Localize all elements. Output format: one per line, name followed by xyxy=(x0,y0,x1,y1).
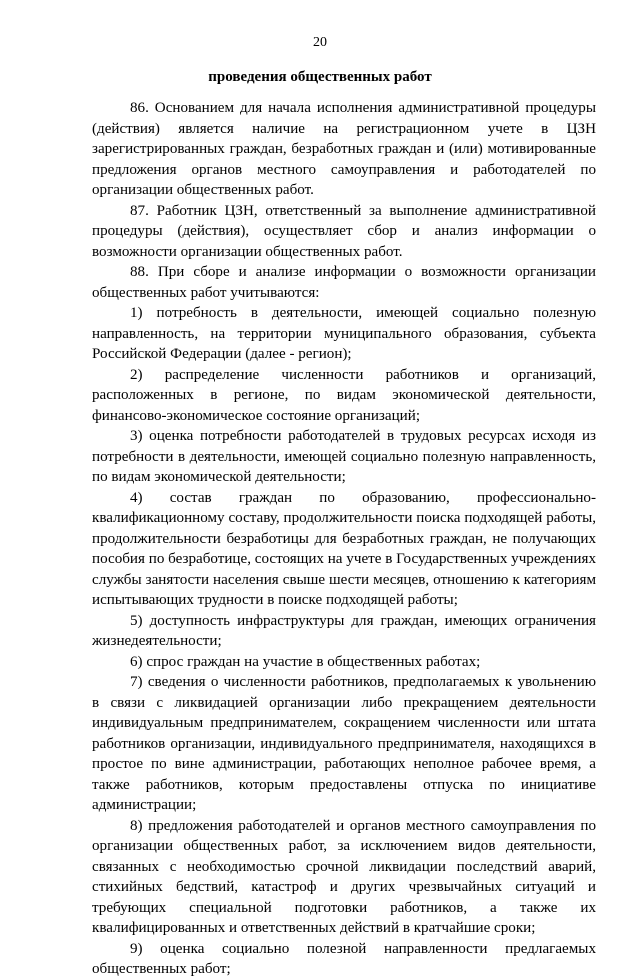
list-item-9: 9) оценка социально полезной направленности предлагаемых общественных работ; xyxy=(92,940,596,977)
list-item-2: 2) распределение численности работников и организаций, расположенных в регионе, по видам экономической деятельности, финансово-экономическое состояние организаций; xyxy=(92,366,596,424)
paragraph-86: 86. Основанием для начала исполнения административной процедуры (действия) является наличие на регистрационном учете в ЦЗН зарегистрированных граждан, безработных граждан и (или) мотивированные предложения органов местного самоуправления и работодателей по организации общественных работ. xyxy=(92,100,596,198)
page-number: 20 xyxy=(313,35,327,50)
list-item-8: 8) предложения работодателей и органов местного самоуправления по организации общественных работ, за исключением видов деятельности, связанных с необходимостью срочной ликвидации последствий аварий, стихийных бедствий, катастроф и других чрезвычайных ситуаций и требующих специальной подготовки работников, а также их квалифицированных и ответственных действий в кратчайшие сроки; xyxy=(92,817,596,936)
list-item-1: 1) потребность в деятельности, имеющей социально полезную направленность, на территории муниципального образования, субъекта Российской Федерации (далее - регион); xyxy=(92,305,596,362)
paragraph-87: 87. Работник ЦЗН, ответственный за выполнение административной процедуры (действия), осуществляет сбор и анализ информации о возможности организации общественных работ. xyxy=(92,202,596,260)
document-body xyxy=(92,98,596,980)
list-item-5: 5) доступность инфраструктуры для граждан, имеющих ограничения жизнедеятельности; xyxy=(92,612,596,649)
section-heading: проведения общественных работ xyxy=(208,69,432,85)
list-item-6: 6) спрос граждан на участие в общественных работах; xyxy=(130,653,481,670)
list-item-4: 4) состав граждан по образованию, профессионально-квалификационному составу, продолжительности поиска подходящей работы, продолжительности безработицы для безработных граждан, не получающих пособия по безработице, состоящих на учете в Государственных учреждениях службы занятости населения свыше шести месяцев, отношению к категориям испытывающих трудности в поиске подходящей работы; xyxy=(92,489,596,608)
list-item-3: 3) оценка потребности работодателей в трудовых ресурсах исходя из потребности в деятельности, имеющей социально полезную направленность, по видам экономической деятельности; xyxy=(92,428,596,485)
paragraph-88: 88. При сборе и анализе информации о возможности организации общественных работ учитываются: xyxy=(92,264,596,301)
list-item-7: 7) сведения о численности работников, предполагаемых к увольнению в связи с ликвидацией организации либо прекращением деятельности индивидуальным предпринимателем, сокращением численности или штата работников организации, индивидуального предпринимателя, находящихся в простое по вине администрации, работающих неполное рабочее время, а также работников, которым предоставлены отпуска по инициативе администрации; xyxy=(92,674,596,813)
